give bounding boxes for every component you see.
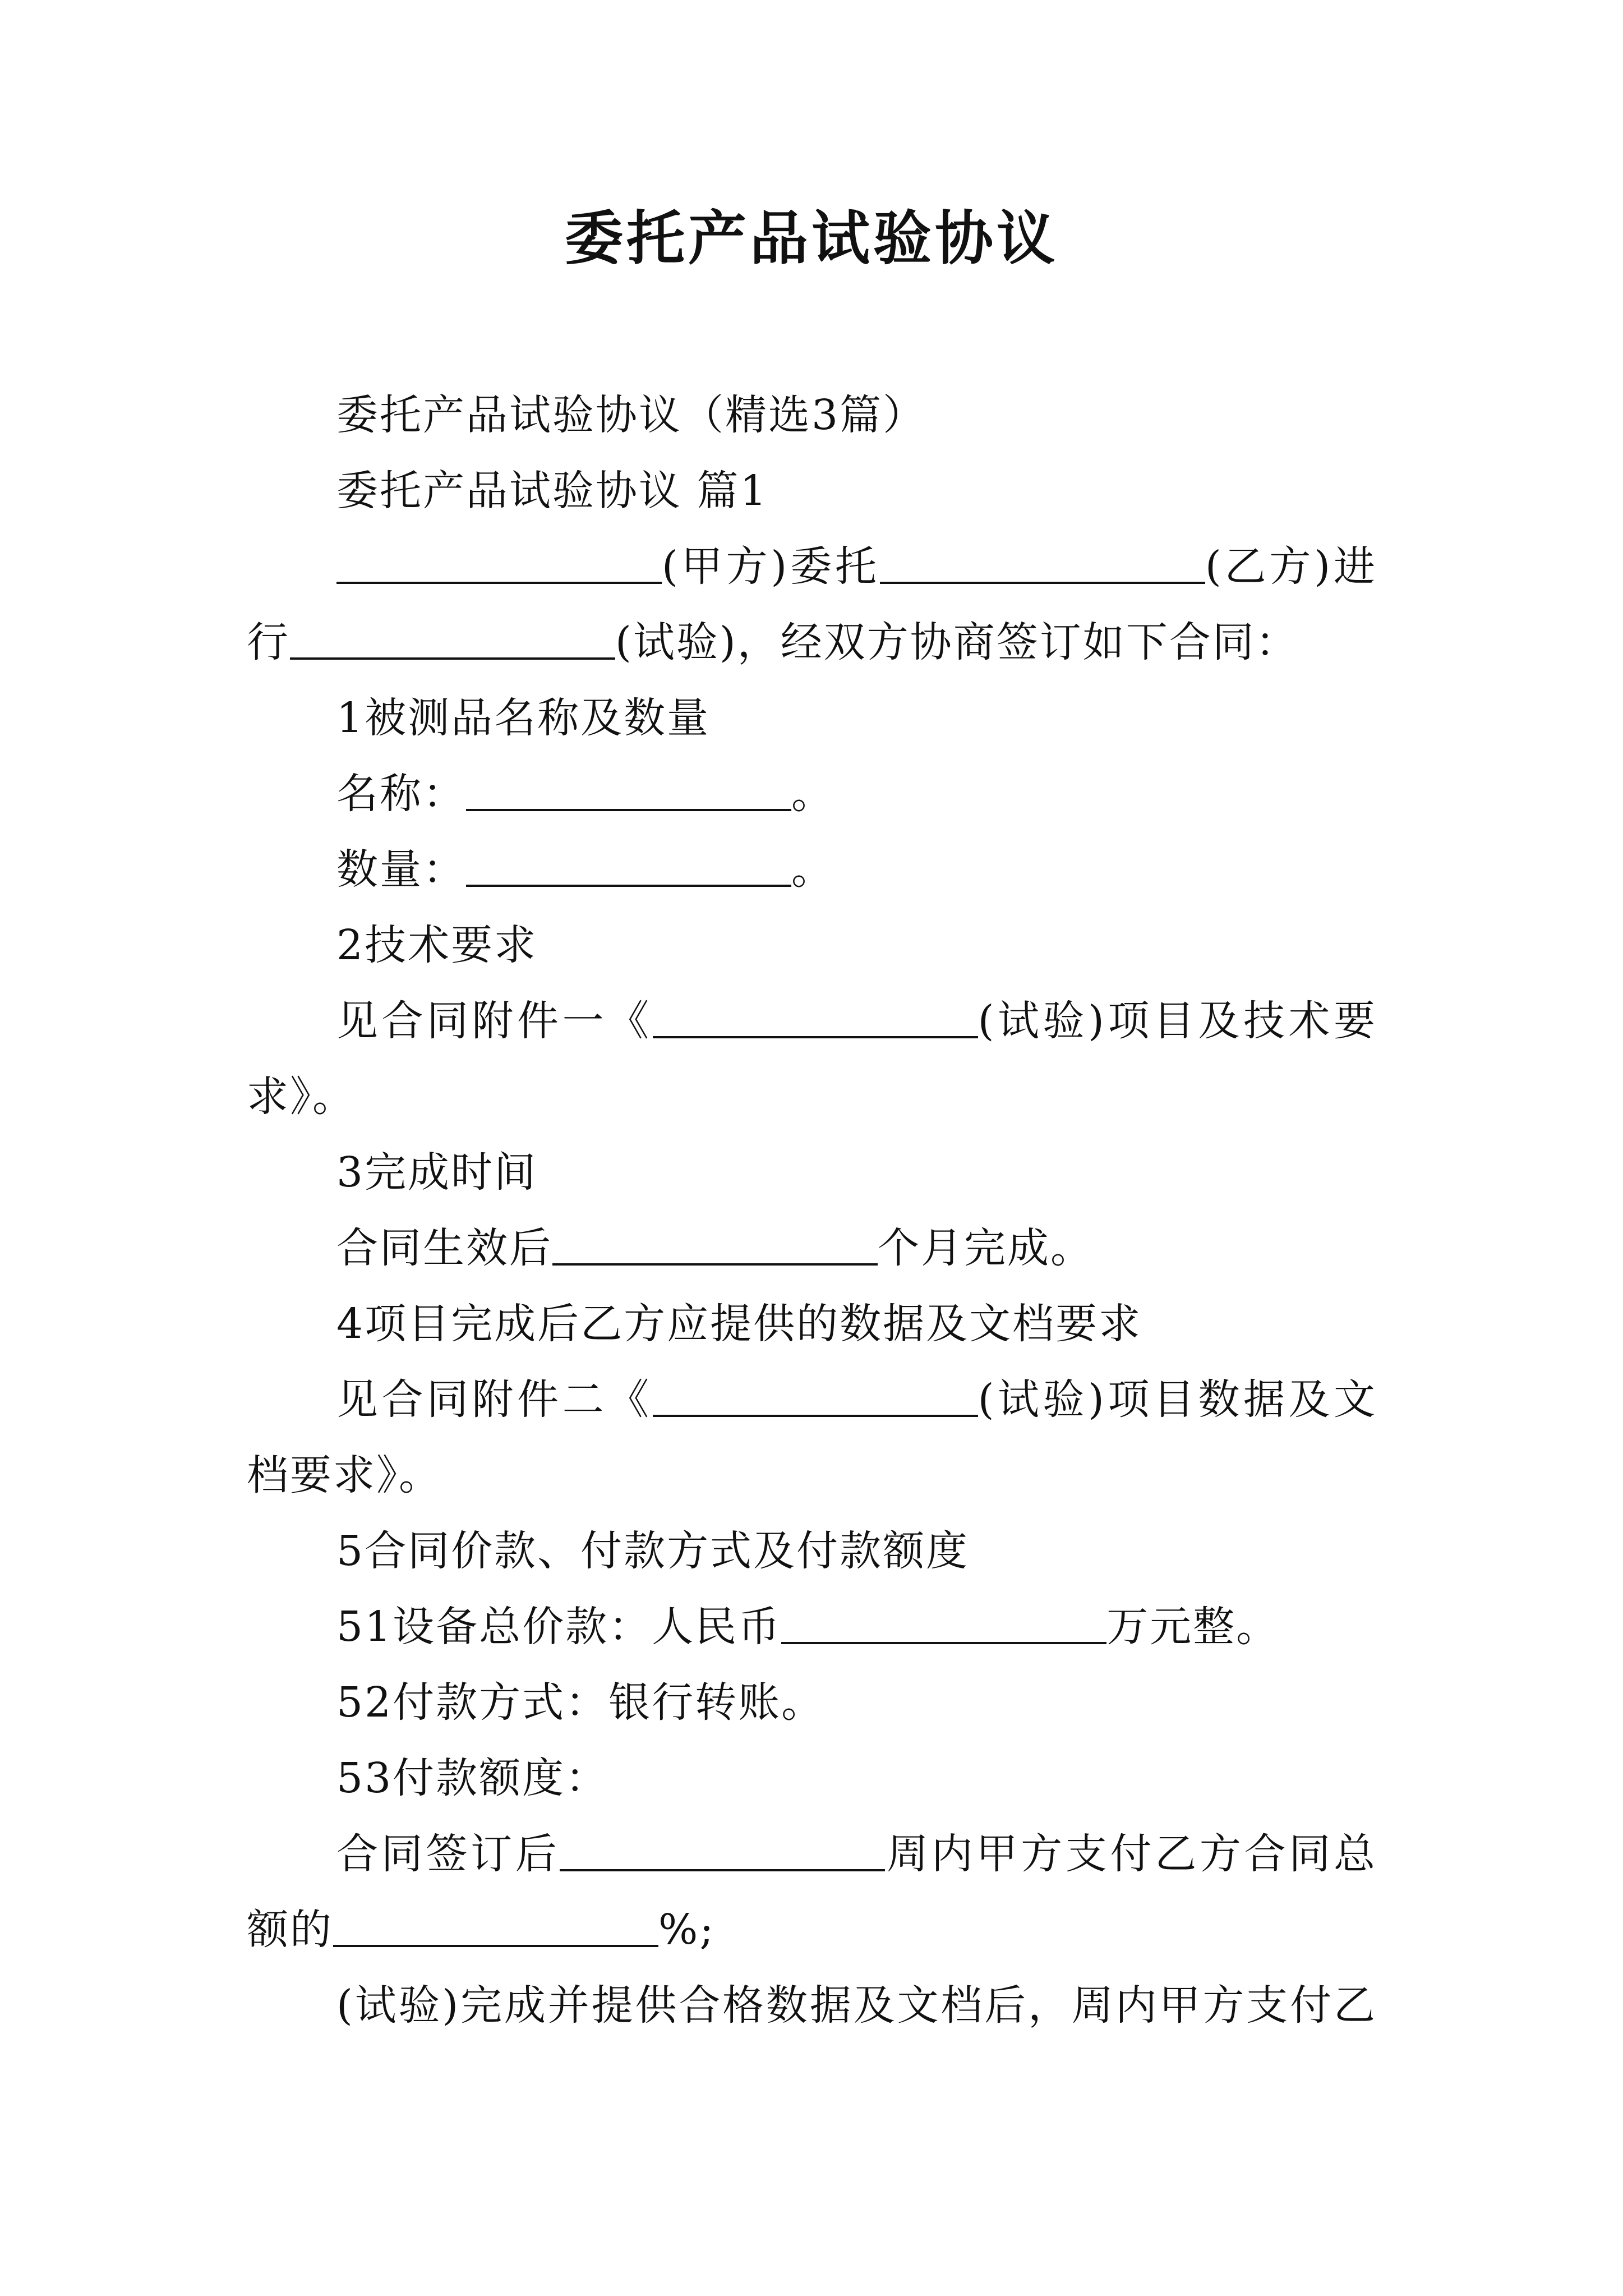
text: 行 [247,618,290,666]
text: 。 [791,845,834,894]
text: 53付款额度： [336,1754,609,1802]
paragraph [247,1220,1377,1276]
text: 额的 [247,1906,333,1954]
fill-in-blank [653,1375,978,1417]
fill-in-blank [653,997,978,1038]
fill-in-blank [880,542,1205,584]
fill-in-blank [560,1830,885,1871]
paragraph [247,387,1377,443]
paragraph [247,1902,1377,1958]
text: 52付款方式：银行转账。 [336,1678,825,1727]
paragraph [247,1069,1377,1125]
section-heading [247,1144,1377,1200]
text: 合同签订后 [336,1830,560,1878]
paragraph [247,841,1377,898]
paragraph [247,1372,1377,1428]
text: (试验)，经双方协商签订如下合同： [615,618,1299,666]
paragraph [247,1447,1377,1503]
text: 5合同价款、付款方式及付款额度 [336,1527,970,1575]
fill-in-blank [466,845,791,887]
text: 1被测品名称及数量 [336,694,711,742]
text: 合同生效后 [336,1224,552,1272]
paragraph [247,539,1377,595]
section-heading [247,1296,1377,1352]
text: (试验)项目数据及文 [978,1375,1377,1424]
paragraph [247,463,1377,519]
text: 2技术要求 [336,921,538,969]
paragraph [247,1750,1377,1806]
fill-in-blank [333,1906,658,1947]
text: 个月完成。 [878,1224,1094,1272]
text: 3完成时间 [336,1148,538,1197]
text: 见合同附件二《 [336,1375,653,1424]
text: 档要求》。 [247,1451,442,1499]
paragraph [247,766,1377,822]
text: 名称： [336,770,466,818]
fill-in-blank [336,542,662,584]
text: 求》。 [247,1073,356,1121]
text: 数量： [336,845,466,894]
fill-in-blank [552,1224,878,1266]
text: 。 [791,770,834,818]
fill-in-blank [466,770,791,811]
section-heading [247,690,1377,746]
paragraph [247,993,1377,1049]
text: 委托产品试验协议（精选3篇） [336,391,926,439]
text: 周内甲方支付乙方合同总 [885,1830,1377,1878]
fill-in-blank [290,618,615,660]
text: (试验)完成并提供合格数据及文档后，周内甲方支付乙 [336,1981,1377,2030]
document-title: 委托产品试验协议 [564,204,1058,273]
text: 见合同附件一《 [336,997,653,1045]
paragraph [247,1826,1377,1882]
paragraph [247,1977,1377,2033]
paragraph [247,1599,1377,1655]
text: (试验)项目及技术要 [978,997,1377,1045]
paragraph [247,1674,1377,1731]
section-heading [247,1523,1377,1579]
section-heading [247,917,1377,973]
fill-in-blank [781,1603,1106,1644]
text: (乙方)进 [1205,542,1377,591]
text: 委托产品试验协议 篇1 [336,467,768,515]
text: (甲方)委托 [662,542,880,591]
text: 万元整。 [1106,1603,1280,1651]
paragraph [247,614,1377,670]
text: 51设备总价款：人民币 [336,1603,782,1651]
text: 4项目完成后乙方应提供的数据及文档要求 [336,1300,1142,1348]
text: %; [658,1906,716,1954]
